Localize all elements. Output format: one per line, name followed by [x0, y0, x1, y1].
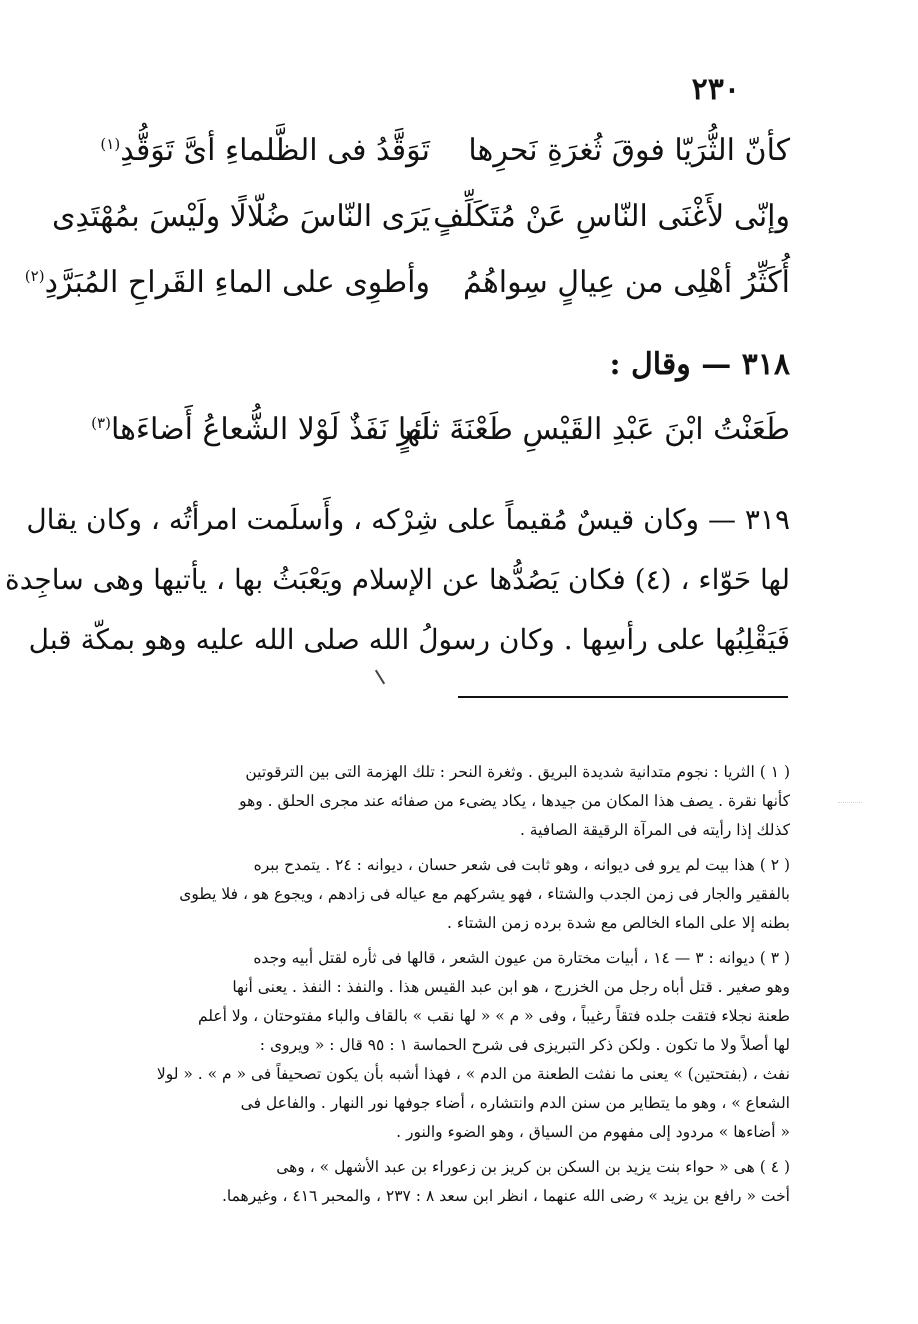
- footnote-3: [100, 944, 790, 1147]
- footnote-marker: (٣): [91, 414, 111, 432]
- stray-pen-mark: [375, 670, 385, 685]
- page-number: ٢٣٠: [691, 72, 740, 107]
- section-heading-318: ٣١٨ — وقال :: [609, 347, 790, 382]
- footnote-separator-rule: [458, 696, 788, 698]
- footnote-line: طعنة نجلاء فتقت جلده فتقاً رغيباً ، وفى « م » « لها نقب » بالقاف والباء مفتوحتان ، ولا أعلم: [197, 1007, 790, 1025]
- footnote-line: الشعاع » ، وهو ما يتطاير من سنن الدم وانتشاره ، أضاء جوفها نور النهار . والفاعل فى: [240, 1094, 790, 1112]
- footnote-line: ( ٣ ) ديوانه : ٣ — ١٤ ، أبيات مختارة من عيون الشعر ، قالها فى ثأره لقتل أبيه وجده: [253, 949, 790, 967]
- footnote-line: وهو صغير . قتل أباه رجل من الخزرج ، هو ابن عبد القيس هذا . والنفذ : النفذ . يعنى أنها: [232, 978, 790, 996]
- prose-line: فَيَقْلِبُها على رأسِها . وكان رسولُ الله صلى الله عليه وهو بمكّة قبل: [28, 623, 790, 656]
- verse-line: [24, 258, 790, 324]
- verse-first-hemistich: وإنّى لأَغْنَى النّاسِ عَنْ مُتَكَلِّفٍ: [433, 199, 790, 234]
- footnote-line: بطنه إلا على الماء الخالص مع شدة برده زمن الشتاء .: [447, 914, 790, 932]
- footnote-line: نفث ، (بفتحتين) » يعنى ما نفثت الطعنة من الدم » ، فهذا أشبه بأن يكون تصحيفاً فى « م » . « لولا: [156, 1065, 790, 1083]
- verse-first-hemistich: أُكَثِّرُ أهْلِى من عِيالٍ سِواهُمُ: [462, 265, 790, 300]
- hemistich-text: تَوَقَّدُ فى الظَّلماءِ أىَّ تَوَقُّدِ: [120, 133, 430, 168]
- prose-line: لها حَوّاء ، (٤) فكان يَصُدُّها عن الإسلام ويَعْبَثُ بها ، يأتيها وهى ساجِدة: [5, 563, 790, 596]
- verse-first-hemistich: كأنّ الثُّرَيّا فوقَ ثُغرَةِ نَحرِها: [468, 133, 790, 168]
- footnote-marker: (٢): [24, 267, 45, 285]
- verse-line: [100, 126, 790, 192]
- footnote-line: « أضاءها » مردود إلى مفهوم من السياق ، وهو الضوء والنور .: [396, 1123, 790, 1141]
- footnote-1: [100, 758, 790, 845]
- hemistich-text: يَرَى النّاسَ ضُلّالًا ولَيْسَ بمُهْتَدِى: [51, 199, 430, 234]
- footnote-line: لها أصلاً ولا ما تكون . ولكن ذكر التبريزى فى شرح الحماسة ١ : ٩٥ قال : « ويروى :: [259, 1036, 790, 1054]
- verse-second-hemistich: [51, 192, 430, 242]
- prose-paragraph-319: [5, 490, 790, 670]
- verse-line: [51, 192, 790, 258]
- footnote-2: [100, 851, 790, 938]
- footnote-line: ( ٤ ) هى « حواء بنت يزيد بن السكن بن كريز بن زعوراء بن عبد الأشهل » ، وهى: [276, 1158, 790, 1176]
- verse-first-hemistich: طَعَنْتُ ابْنَ عَبْدِ القَيْسِ طَعْنَةَ ثائرٍ: [397, 412, 790, 447]
- footnotes-section: [100, 758, 790, 1217]
- footnote-line: بالفقير والجار فى زمن الجدب والشتاء ، فهو يشركهم مع عياله فى زادهم ، ويجوع هو ، فلا يطوى: [179, 885, 790, 903]
- verse-second-hemistich: [100, 126, 430, 176]
- hemistich-text: وأطوِى على الماءِ القَراحِ المُبَرَّدِ: [44, 265, 430, 300]
- hemistich-text: لَها نَفَذٌ لَوْلا الشُّعاعُ أَضاءَها: [110, 412, 430, 447]
- footnote-line: ( ١ ) الثريا : نجوم متدانية شديدة البريق . وثغرة النحر : تلك الهزمة التى بين الترقوتين: [245, 763, 790, 781]
- footnote-line: كأنها نقرة . يصف هذا المكان من جيدها ، يكاد يضىء من صفائه عند مجرى الحلق . وهو: [239, 792, 790, 810]
- verse-second-hemistich: [24, 258, 430, 308]
- footnote-line: كذلك إذا رأيته فى المرآة الرقيقة الصافية .: [519, 821, 790, 839]
- verse-second-hemistich: [91, 405, 430, 455]
- footnote-4: [100, 1153, 790, 1211]
- footnote-line: ( ٢ ) هذا بيت لم يرو فى ديوانه ، وهو ثابت فى شعر حسان ، ديوانه : ٢٤ . يتمدح ببره: [253, 856, 790, 874]
- poem-verse-single: [91, 405, 790, 465]
- footnote-marker: (١): [100, 135, 121, 153]
- poem-verses-top: [24, 126, 790, 324]
- scan-speck: [838, 802, 862, 817]
- footnote-line: أخت « رافع بن يزيد » رضى الله عنهما ، انظر ابن سعد ٨ : ٢٣٧ ، والمحبر ٤١٦ ، وغيرهما.: [221, 1187, 790, 1205]
- prose-line: ٣١٩ — وكان قيسٌ مُقيماً على شِرْكه ، وأَسلَمت امرأتُه ، وكان يقال: [26, 503, 790, 536]
